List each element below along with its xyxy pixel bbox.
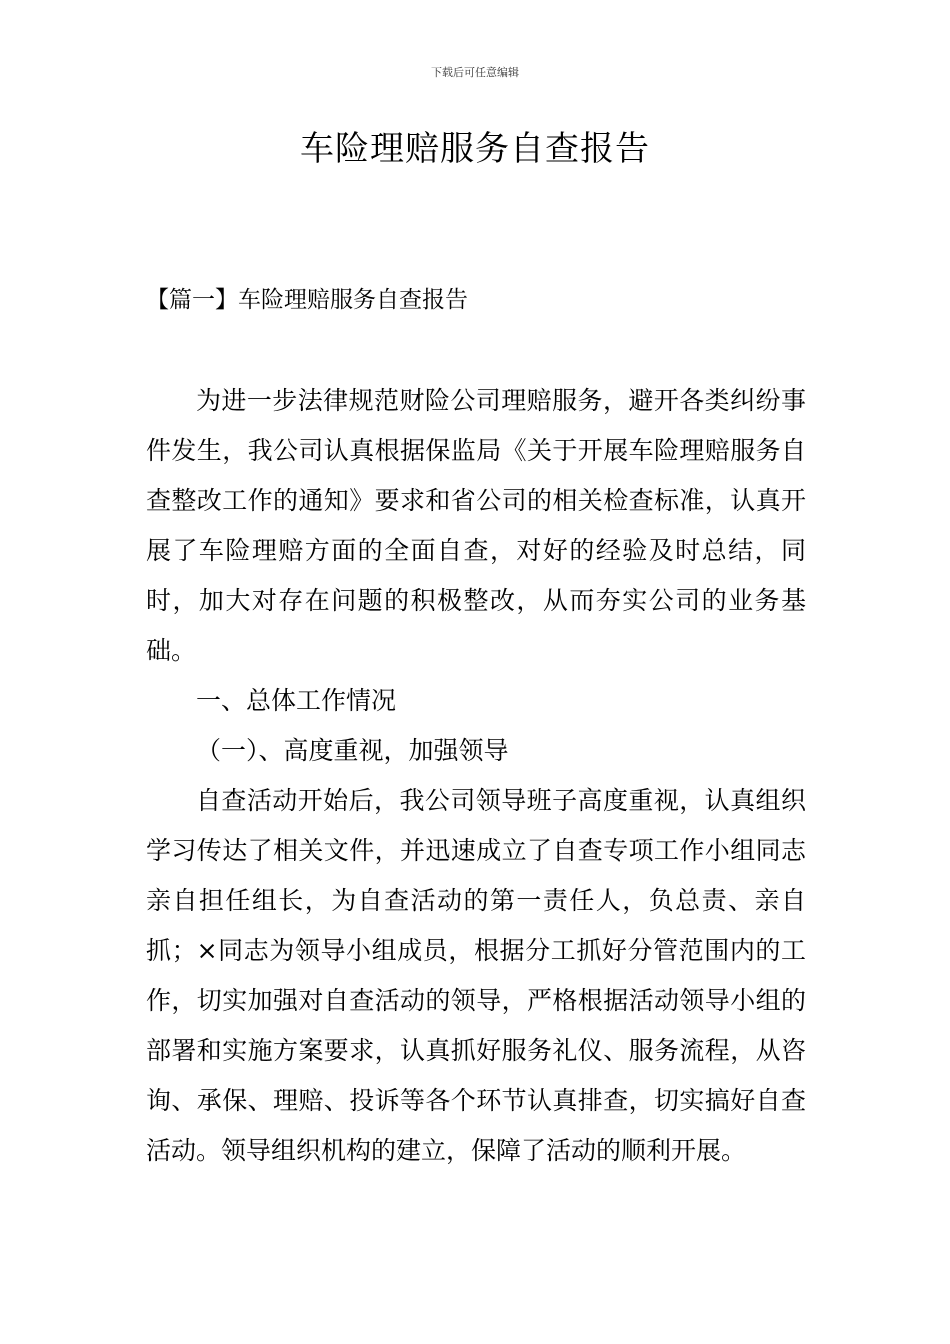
document-title: 车险理赔服务自查报告	[300, 129, 650, 169]
body-paragraph: 自查活动开始后，我公司领导班子高度重视，认真组织学习传达了相关文件，并迅速成立了自查专项工作小组同志亲自担任组长，为自查活动的第一责任人，负总责、亲自抓；×同志为领导小组成员，根据分工抓好分管范围内的工作，切实加强对自查活动的领导，严格根据活动领导小组的部署和实施方案要求，认真抓好服务礼仪、服务流程，从咨询、承保、理赔、投诉等各个环节认真排查，切实搞好自查活动。领导组织机构的建立，保障了活动的顺利开展。	[146, 786, 806, 1165]
intro-paragraph: 为进一步法律规范财险公司理赔服务，避开各类纠纷事件发生，我公司认真根据保监局《关于开展车险理赔服务自查整改工作的通知》要求和省公司的相关检查标准，认真开展了车险理赔方面的全面自查，对好的经验及时总结，同时，加大对存在问题的积极整改，从而夯实公司的业务基础。	[146, 386, 806, 665]
section-heading: 【篇一】车险理赔服务自查报告	[146, 287, 468, 313]
document-body	[146, 376, 806, 1176]
header-note: 下载后可任意编辑	[431, 66, 519, 79]
subheading-leadership: （一）、高度重视，加强领导	[196, 736, 509, 765]
subheading-overall-work: 一、总体工作情况	[196, 686, 397, 715]
